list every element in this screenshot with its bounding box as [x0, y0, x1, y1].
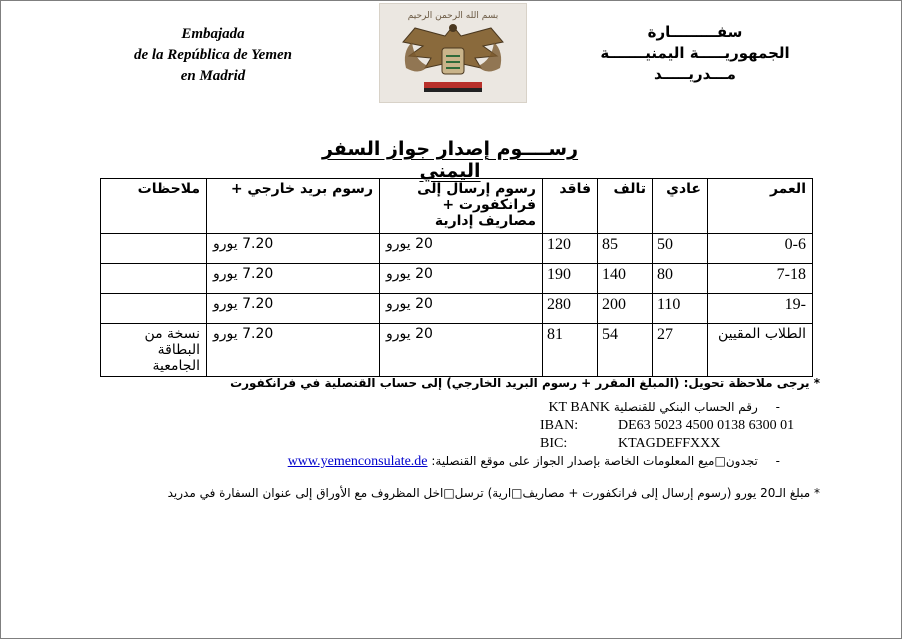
page-title: رســــوم إصدار جواز السفر اليمني: [321, 138, 579, 182]
col-transfer: رسوم إرسال إلى فرانكفورت + مصاريف إدارية: [380, 179, 543, 234]
cell-damaged: 140: [598, 264, 653, 294]
cell-normal: 110: [653, 294, 708, 324]
cell-notes: [101, 234, 207, 264]
cell-age: 7-18: [708, 264, 813, 294]
cell-lost: 81: [543, 324, 598, 377]
cell-lost: 280: [543, 294, 598, 324]
iban-label: IBAN:: [540, 418, 579, 433]
bullet-dash: -: [775, 454, 780, 468]
eagle-emblem-icon: [380, 4, 526, 102]
website-line: [288, 454, 780, 470]
bank-account-line: [548, 400, 780, 416]
cell-notes: [101, 294, 207, 324]
cell-normal: 80: [653, 264, 708, 294]
emblem-caption: بسم الله الرحمن الرحيم: [407, 11, 499, 21]
col-notes: ملاحظات: [101, 179, 207, 234]
iban-value: DE63 5023 4500 0138 6300 01: [618, 418, 795, 433]
col-postal: رسوم بريد خارجي +: [207, 179, 380, 234]
cell-notes: [101, 264, 207, 294]
cell-normal: 50: [653, 234, 708, 264]
cell-age: 19-: [708, 294, 813, 324]
bic-label: BIC:: [540, 436, 568, 451]
bank-name: KT BANK: [548, 400, 611, 415]
col-age: العمر: [708, 179, 813, 234]
bic-value: KTAGDEFFXXX: [618, 436, 721, 451]
header-left-line-1: Embajada: [181, 26, 245, 42]
consulate-website-link[interactable]: www.yemenconsulate.de: [287, 454, 428, 469]
bank-prefix: رقم الحساب البنكي للقنصلية: [613, 400, 758, 414]
cell-transfer: 20 يورو: [380, 234, 543, 264]
cell-damaged: 54: [598, 324, 653, 377]
cell-lost: 190: [543, 264, 598, 294]
cell-age: الطلاب المقيين: [708, 324, 813, 377]
passport-fees-table: [100, 178, 813, 377]
cell-transfer: 20 يورو: [380, 324, 543, 377]
cell-damaged: 85: [598, 234, 653, 264]
cell-lost: 120: [543, 234, 598, 264]
note-envelope: * مبلغ الـ20 يورو (رسوم إرسال إلى فرانكفورت + مصاريف□ارية) ترسل□اخل المظروف مع الأوراق إلى عنوان السفارة في مدريد: [167, 486, 820, 500]
website-prefix: تجدون□ميع المعلومات الخاصة بإصدار الجواز على موقع القنصلية:: [431, 454, 758, 468]
cell-notes: نسخة من البطاقة الجامعية: [101, 324, 207, 377]
header-left-line-3: en Madrid: [180, 68, 246, 84]
header-right-line-3: مـــدريـــــد: [654, 65, 736, 83]
col-lost: فاقد: [543, 179, 598, 234]
table-row: [101, 324, 813, 377]
header-right-line-1: سفـــــــــارة: [647, 23, 743, 41]
header-left-line-2: de la República de Yemen: [133, 47, 293, 63]
table-row: [101, 234, 813, 264]
cell-normal: 27: [653, 324, 708, 377]
note-transfer: * يرجى ملاحظة تحويل: (المبلغ المقرر + رسوم البريد الخارجي) إلى حساب القنصلية في فرانكفورت: [230, 376, 820, 390]
embassy-name-arabic: [600, 22, 790, 85]
cell-age: 0-6: [708, 234, 813, 264]
cell-postal: 7.20 يورو: [207, 324, 380, 377]
bullet-dash: -: [775, 400, 780, 414]
cell-postal: 7.20 يورو: [207, 294, 380, 324]
table-row: [101, 294, 813, 324]
cell-postal: 7.20 يورو: [207, 234, 380, 264]
col-damaged: تالف: [598, 179, 653, 234]
col-normal: عادي: [653, 179, 708, 234]
cell-damaged: 200: [598, 294, 653, 324]
cell-transfer: 20 يورو: [380, 264, 543, 294]
cell-transfer: 20 يورو: [380, 294, 543, 324]
table-header-row: [101, 179, 813, 234]
table-row: [101, 264, 813, 294]
embassy-name-spanish: [118, 24, 308, 87]
header-right-line-2: الجمهوريـــــة اليمنيـــــــة: [600, 44, 790, 62]
yemen-emblem: [379, 3, 527, 103]
cell-postal: 7.20 يورو: [207, 264, 380, 294]
